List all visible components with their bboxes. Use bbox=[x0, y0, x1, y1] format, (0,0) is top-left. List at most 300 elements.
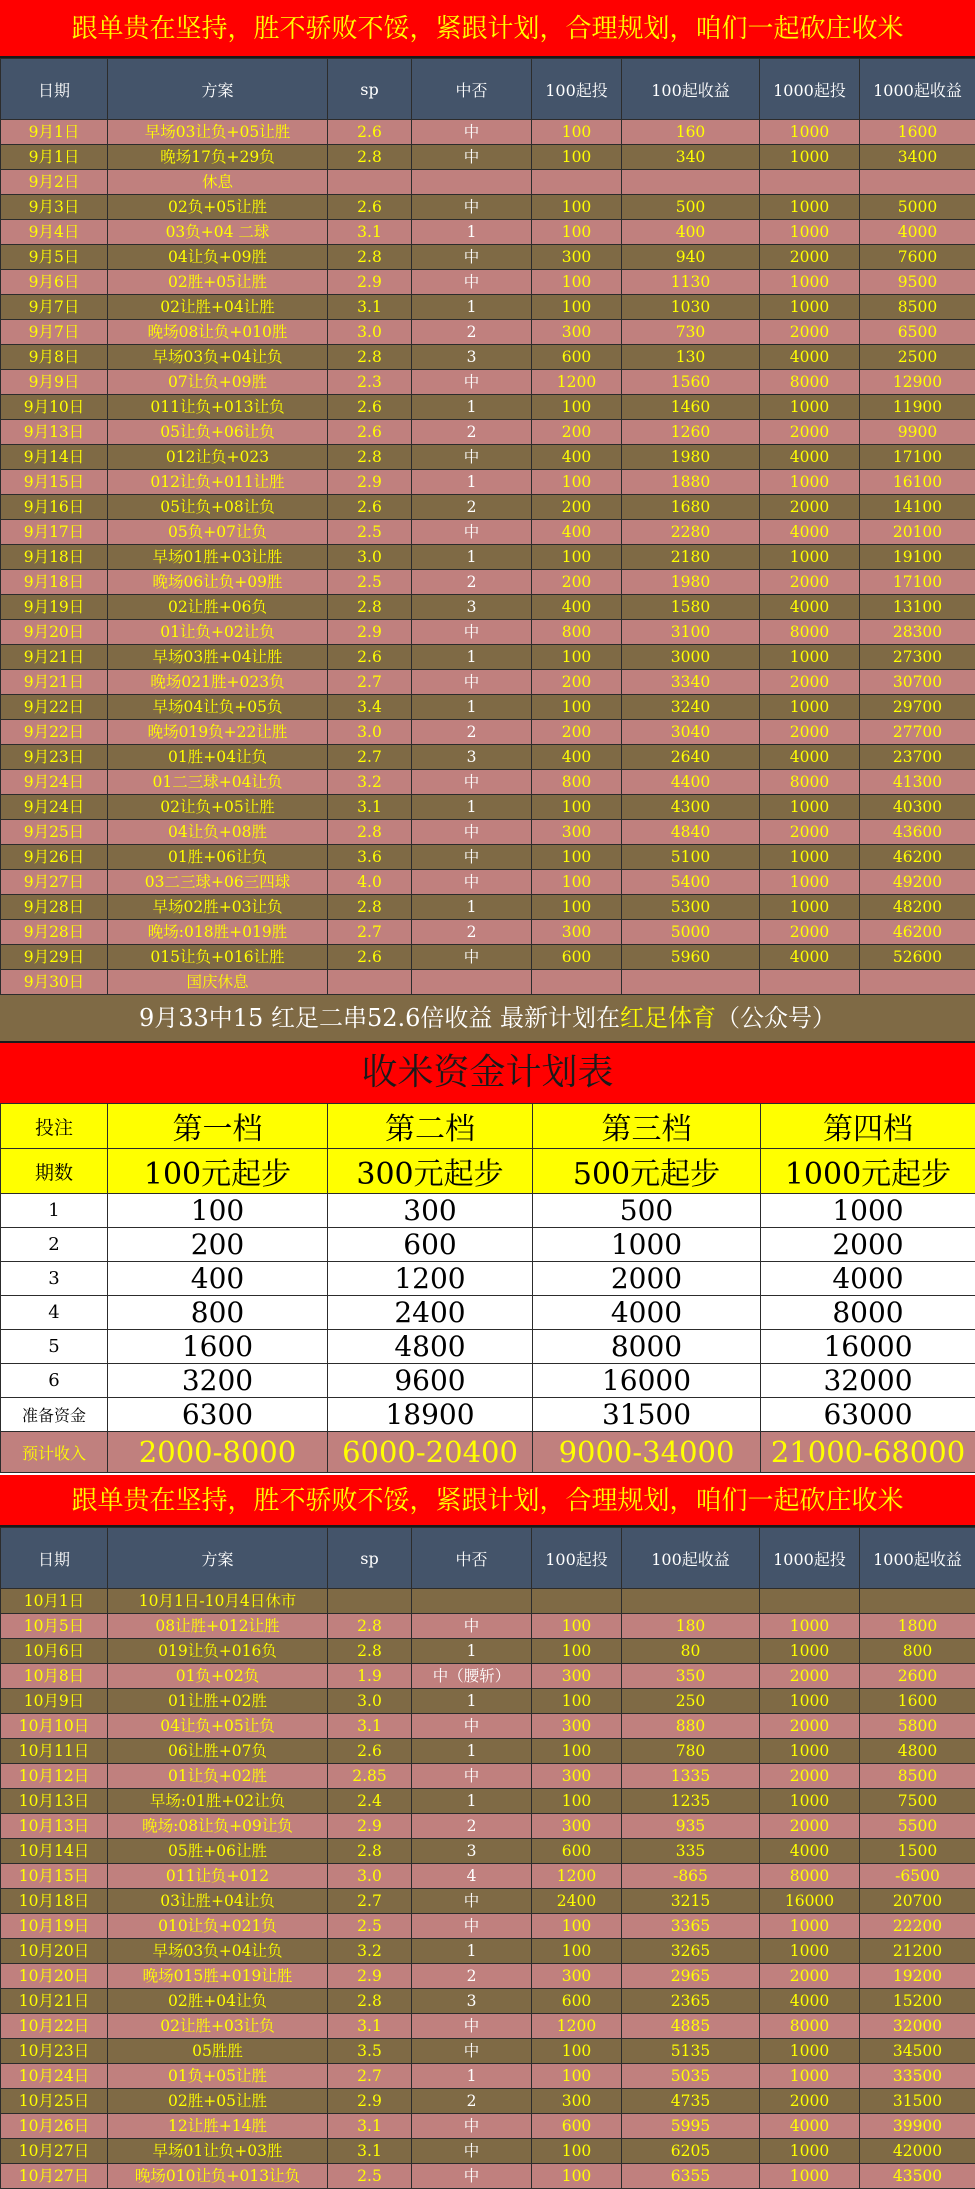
profit-1000-cell: 4800 bbox=[860, 1739, 975, 1764]
profit-100-cell: 4300 bbox=[622, 795, 760, 820]
result-cell: 1 bbox=[412, 645, 532, 670]
date-cell: 9月4日 bbox=[1, 220, 108, 245]
result-cell: 3 bbox=[412, 1839, 532, 1864]
plan-cell: 011让负+013让负 bbox=[108, 395, 328, 420]
stake-100-cell: 600 bbox=[532, 1989, 622, 2014]
income-range: 2000-8000 bbox=[108, 1432, 328, 1473]
stake-amount: 9600 bbox=[328, 1364, 533, 1398]
date-cell: 9月2日 bbox=[1, 170, 108, 195]
stake-1000-cell: 1000 bbox=[760, 470, 860, 495]
date-cell: 9月21日 bbox=[1, 670, 108, 695]
profit-100-cell: 5400 bbox=[622, 870, 760, 895]
result-cell: 2 bbox=[412, 320, 532, 345]
profit-100-cell bbox=[622, 970, 760, 995]
table-row bbox=[1, 895, 975, 920]
plan-cell: 03负+04 二球 bbox=[108, 220, 328, 245]
reserve-label: 准备资金 bbox=[1, 1398, 108, 1432]
profit-1000-cell: 7500 bbox=[860, 1789, 975, 1814]
header-stake-100: 100起投 bbox=[532, 59, 622, 120]
profit-1000-cell: 1600 bbox=[860, 1689, 975, 1714]
profit-100-cell: 160 bbox=[622, 120, 760, 145]
sp-cell: 2.8 bbox=[328, 1614, 412, 1639]
sp-cell: 2.85 bbox=[328, 1764, 412, 1789]
table-row bbox=[1, 570, 975, 595]
table-row bbox=[1, 370, 975, 395]
plan-cell: 早场01胜+03让胜 bbox=[108, 545, 328, 570]
stake-100-cell: 100 bbox=[532, 1614, 622, 1639]
tier-heading: 第三档 bbox=[533, 1104, 761, 1149]
table-row bbox=[1, 2064, 975, 2089]
date-cell: 10月9日 bbox=[1, 1689, 108, 1714]
stake-1000-cell: 1000 bbox=[760, 1789, 860, 1814]
sp-cell: 2.9 bbox=[328, 2089, 412, 2114]
result-cell: 中 bbox=[412, 2039, 532, 2064]
profit-1000-cell: 14100 bbox=[860, 495, 975, 520]
stake-1000-cell: 2000 bbox=[760, 1764, 860, 1789]
result-cell: 2 bbox=[412, 495, 532, 520]
plan-cell: 019让负+016负 bbox=[108, 1639, 328, 1664]
result-cell: 1 bbox=[412, 695, 532, 720]
date-cell: 10月27日 bbox=[1, 2139, 108, 2164]
sp-cell: 2.3 bbox=[328, 370, 412, 395]
stake-1000-cell: 2000 bbox=[760, 1814, 860, 1839]
stake-100-cell: 100 bbox=[532, 695, 622, 720]
stake-1000-cell: 1000 bbox=[760, 2039, 860, 2064]
plan-cell: 01胜+06让负 bbox=[108, 845, 328, 870]
header-plan: 方案 bbox=[108, 1528, 328, 1589]
profit-100-cell: 335 bbox=[622, 1839, 760, 1864]
stake-amount: 2000 bbox=[761, 1228, 975, 1262]
stake-1000-cell: 8000 bbox=[760, 2014, 860, 2039]
profit-100-cell: 3040 bbox=[622, 720, 760, 745]
funding-plan-table bbox=[0, 1103, 975, 1473]
profit-1000-cell: 800 bbox=[860, 1639, 975, 1664]
profit-1000-cell: 52600 bbox=[860, 945, 975, 970]
date-cell: 10月11日 bbox=[1, 1739, 108, 1764]
profit-1000-cell: 29700 bbox=[860, 695, 975, 720]
plan-cell: 早场03让负+05让胜 bbox=[108, 120, 328, 145]
sp-cell: 3.0 bbox=[328, 1689, 412, 1714]
sp-cell: 2.8 bbox=[328, 145, 412, 170]
date-cell: 9月28日 bbox=[1, 920, 108, 945]
table-row bbox=[1, 1689, 975, 1714]
profit-1000-cell: 15200 bbox=[860, 1989, 975, 2014]
profit-1000-cell: 11900 bbox=[860, 395, 975, 420]
profit-100-cell: 880 bbox=[622, 1714, 760, 1739]
plan-cell: 早场:01胜+02让负 bbox=[108, 1789, 328, 1814]
profit-100-cell: 4885 bbox=[622, 2014, 760, 2039]
table-row bbox=[1, 1764, 975, 1789]
date-cell: 10月8日 bbox=[1, 1664, 108, 1689]
stake-amount: 500 bbox=[533, 1194, 761, 1228]
period-number: 6 bbox=[1, 1364, 108, 1398]
date-cell: 9月26日 bbox=[1, 845, 108, 870]
sp-cell: 2.8 bbox=[328, 345, 412, 370]
stake-1000-cell: 1000 bbox=[760, 1939, 860, 1964]
result-cell bbox=[412, 1589, 532, 1614]
profit-100-cell: 340 bbox=[622, 145, 760, 170]
sp-cell: 3.1 bbox=[328, 795, 412, 820]
plan-cell: 早场03胜+04让胜 bbox=[108, 645, 328, 670]
profit-1000-cell: 46200 bbox=[860, 920, 975, 945]
profit-1000-cell: 43500 bbox=[860, 2164, 975, 2189]
profit-1000-cell bbox=[860, 970, 975, 995]
sp-cell: 2.5 bbox=[328, 570, 412, 595]
profit-100-cell: 2280 bbox=[622, 520, 760, 545]
plan-cell: 02让胜+06负 bbox=[108, 595, 328, 620]
profit-1000-cell: 8500 bbox=[860, 1764, 975, 1789]
start-amount: 100元起步 bbox=[108, 1149, 328, 1194]
profit-100-cell: 3265 bbox=[622, 1939, 760, 1964]
profit-100-cell: 180 bbox=[622, 1614, 760, 1639]
income-range: 6000-20400 bbox=[328, 1432, 533, 1473]
period-number: 3 bbox=[1, 1262, 108, 1296]
sp-cell: 2.9 bbox=[328, 270, 412, 295]
plan-cell: 03让胜+04让负 bbox=[108, 1889, 328, 1914]
period-number: 4 bbox=[1, 1296, 108, 1330]
profit-1000-cell: 39900 bbox=[860, 2114, 975, 2139]
date-cell: 9月13日 bbox=[1, 420, 108, 445]
stake-amount: 100 bbox=[108, 1194, 328, 1228]
plan-cell: 02胜+05让胜 bbox=[108, 270, 328, 295]
table-row bbox=[1, 820, 975, 845]
stake-amount: 1000 bbox=[533, 1228, 761, 1262]
table-row bbox=[1, 845, 975, 870]
profit-1000-cell: 31500 bbox=[860, 2089, 975, 2114]
profit-100-cell: 5135 bbox=[622, 2039, 760, 2064]
sp-cell: 4.0 bbox=[328, 870, 412, 895]
sp-cell: 2.9 bbox=[328, 1814, 412, 1839]
stake-amount: 600 bbox=[328, 1228, 533, 1262]
sp-cell: 3.4 bbox=[328, 695, 412, 720]
stake-1000-cell: 8000 bbox=[760, 1864, 860, 1889]
table-row bbox=[1, 1964, 975, 1989]
stake-1000-cell: 1000 bbox=[760, 795, 860, 820]
sp-cell: 2.9 bbox=[328, 1964, 412, 1989]
result-cell: 2 bbox=[412, 2089, 532, 2114]
table-row bbox=[1, 1614, 975, 1639]
date-cell: 9月1日 bbox=[1, 145, 108, 170]
table-row bbox=[1, 195, 975, 220]
table-row bbox=[1, 1639, 975, 1664]
stake-1000-cell: 2000 bbox=[760, 820, 860, 845]
profit-100-cell: 5000 bbox=[622, 920, 760, 945]
result-cell: 中 bbox=[412, 2139, 532, 2164]
stake-100-cell: 100 bbox=[532, 1739, 622, 1764]
date-cell: 10月20日 bbox=[1, 1939, 108, 1964]
stake-100-cell: 1200 bbox=[532, 370, 622, 395]
stake-amount: 400 bbox=[108, 1262, 328, 1296]
plan-cell: 04让负+05让负 bbox=[108, 1714, 328, 1739]
table-row bbox=[1, 1864, 975, 1889]
result-cell: 3 bbox=[412, 595, 532, 620]
date-cell: 9月24日 bbox=[1, 770, 108, 795]
result-cell: 中 bbox=[412, 670, 532, 695]
stake-1000-cell: 16000 bbox=[760, 1889, 860, 1914]
profit-1000-cell: 2600 bbox=[860, 1664, 975, 1689]
result-cell: 1 bbox=[412, 395, 532, 420]
stake-100-cell: 100 bbox=[532, 2139, 622, 2164]
sp-cell bbox=[328, 170, 412, 195]
profit-100-cell: 5995 bbox=[622, 2114, 760, 2139]
profit-100-cell bbox=[622, 170, 760, 195]
profit-100-cell bbox=[622, 1589, 760, 1614]
table-row bbox=[1, 2164, 975, 2189]
stake-1000-cell: 2000 bbox=[760, 720, 860, 745]
profit-1000-cell: 32000 bbox=[860, 2014, 975, 2039]
stake-100-cell: 300 bbox=[532, 1664, 622, 1689]
result-cell: 中 bbox=[412, 2114, 532, 2139]
stake-amount: 200 bbox=[108, 1228, 328, 1262]
profit-100-cell: 1680 bbox=[622, 495, 760, 520]
stake-amount: 800 bbox=[108, 1296, 328, 1330]
table-row bbox=[1, 945, 975, 970]
profit-1000-cell: 33500 bbox=[860, 2064, 975, 2089]
date-cell: 9月21日 bbox=[1, 645, 108, 670]
profit-1000-cell: 5800 bbox=[860, 1714, 975, 1739]
sp-cell: 2.6 bbox=[328, 120, 412, 145]
stake-100-cell: 300 bbox=[532, 1764, 622, 1789]
profit-1000-cell: 1600 bbox=[860, 120, 975, 145]
stake-100-cell: 100 bbox=[532, 2164, 622, 2189]
result-cell: 2 bbox=[412, 1814, 532, 1839]
tier-heading: 第二档 bbox=[328, 1104, 533, 1149]
profit-1000-cell: 19200 bbox=[860, 1964, 975, 1989]
period-number: 1 bbox=[1, 1194, 108, 1228]
stake-100-cell: 100 bbox=[532, 1789, 622, 1814]
profit-1000-cell: 4000 bbox=[860, 220, 975, 245]
table-row bbox=[1, 270, 975, 295]
stake-100-cell: 200 bbox=[532, 670, 622, 695]
stake-amount: 300 bbox=[328, 1194, 533, 1228]
date-cell: 9月9日 bbox=[1, 370, 108, 395]
date-cell: 9月23日 bbox=[1, 745, 108, 770]
date-cell: 9月1日 bbox=[1, 120, 108, 145]
stake-100-cell: 100 bbox=[532, 545, 622, 570]
result-cell: 1 bbox=[412, 1639, 532, 1664]
plan-cell: 12让胜+14胜 bbox=[108, 2114, 328, 2139]
stake-1000-cell: 2000 bbox=[760, 320, 860, 345]
plan-row bbox=[1, 1149, 975, 1194]
date-cell: 9月20日 bbox=[1, 620, 108, 645]
result-cell: 中 bbox=[412, 195, 532, 220]
plan-cell: 05胜+06让胜 bbox=[108, 1839, 328, 1864]
profit-1000-cell: 12900 bbox=[860, 370, 975, 395]
stake-100-cell: 400 bbox=[532, 745, 622, 770]
stake-amount: 1000 bbox=[761, 1194, 975, 1228]
profit-100-cell: 2365 bbox=[622, 1989, 760, 2014]
profit-100-cell: 3240 bbox=[622, 695, 760, 720]
stake-1000-cell: 4000 bbox=[760, 745, 860, 770]
date-cell: 10月1日 bbox=[1, 1589, 108, 1614]
profit-1000-cell: 43600 bbox=[860, 820, 975, 845]
result-cell: 中（腰斩） bbox=[412, 1664, 532, 1689]
stake-1000-cell: 1000 bbox=[760, 145, 860, 170]
profit-100-cell: 1460 bbox=[622, 395, 760, 420]
result-cell: 中 bbox=[412, 445, 532, 470]
result-cell: 1 bbox=[412, 895, 532, 920]
date-cell: 9月27日 bbox=[1, 870, 108, 895]
table-row bbox=[1, 1589, 975, 1614]
profit-1000-cell: 34500 bbox=[860, 2039, 975, 2064]
stake-amount: 1600 bbox=[108, 1330, 328, 1364]
profit-100-cell: 1030 bbox=[622, 295, 760, 320]
profit-1000-cell: 48200 bbox=[860, 895, 975, 920]
table-header-row bbox=[1, 59, 975, 120]
table-row bbox=[1, 770, 975, 795]
profit-100-cell: 1980 bbox=[622, 570, 760, 595]
plan-cell: 01让胜+02胜 bbox=[108, 1689, 328, 1714]
table-row bbox=[1, 170, 975, 195]
table-row bbox=[1, 795, 975, 820]
table-row bbox=[1, 2089, 975, 2114]
table-row bbox=[1, 1664, 975, 1689]
plan-cell: 晚场06让负+09胜 bbox=[108, 570, 328, 595]
profit-100-cell: 4735 bbox=[622, 2089, 760, 2114]
stake-100-cell: 100 bbox=[532, 120, 622, 145]
plan-cell: 国庆休息 bbox=[108, 970, 328, 995]
tier-label: 投注 bbox=[1, 1104, 108, 1149]
date-cell: 9月7日 bbox=[1, 295, 108, 320]
sp-cell: 2.8 bbox=[328, 820, 412, 845]
start-amount: 300元起步 bbox=[328, 1149, 533, 1194]
stake-1000-cell: 1000 bbox=[760, 295, 860, 320]
stake-1000-cell bbox=[760, 970, 860, 995]
sp-cell: 3.0 bbox=[328, 320, 412, 345]
stake-100-cell: 600 bbox=[532, 1839, 622, 1864]
stake-1000-cell: 2000 bbox=[760, 570, 860, 595]
stake-100-cell: 100 bbox=[532, 195, 622, 220]
stake-1000-cell: 4000 bbox=[760, 345, 860, 370]
header-plan: 方案 bbox=[108, 59, 328, 120]
profit-1000-cell: 3400 bbox=[860, 145, 975, 170]
profit-1000-cell: 27300 bbox=[860, 645, 975, 670]
stake-100-cell: 800 bbox=[532, 770, 622, 795]
september-record-table bbox=[0, 58, 975, 995]
stake-100-cell: 300 bbox=[532, 820, 622, 845]
period-label: 期数 bbox=[1, 1149, 108, 1194]
table-row bbox=[1, 745, 975, 770]
plan-cell: 01胜+04让负 bbox=[108, 745, 328, 770]
plan-cell: 02让胜+03让负 bbox=[108, 2014, 328, 2039]
stake-1000-cell: 4000 bbox=[760, 445, 860, 470]
profit-1000-cell: 9900 bbox=[860, 420, 975, 445]
start-amount: 500元起步 bbox=[533, 1149, 761, 1194]
plan-cell: 01负+02负 bbox=[108, 1664, 328, 1689]
result-cell: 2 bbox=[412, 1964, 532, 1989]
table-row bbox=[1, 420, 975, 445]
stake-100-cell: 300 bbox=[532, 1814, 622, 1839]
result-cell: 2 bbox=[412, 920, 532, 945]
october-record-table bbox=[0, 1527, 975, 2189]
profit-1000-cell: 5500 bbox=[860, 1814, 975, 1839]
result-cell: 1 bbox=[412, 545, 532, 570]
profit-100-cell: 1335 bbox=[622, 1764, 760, 1789]
stake-100-cell: 100 bbox=[532, 870, 622, 895]
plan-cell: 012让负+023 bbox=[108, 445, 328, 470]
result-cell: 1 bbox=[412, 2064, 532, 2089]
stake-amount: 8000 bbox=[533, 1330, 761, 1364]
table-row bbox=[1, 495, 975, 520]
sp-cell: 2.8 bbox=[328, 1989, 412, 2014]
sp-cell: 2.8 bbox=[328, 1839, 412, 1864]
plan-cell: 晚场015胜+019让胜 bbox=[108, 1964, 328, 1989]
sp-cell: 2.4 bbox=[328, 1789, 412, 1814]
stake-1000-cell: 1000 bbox=[760, 545, 860, 570]
date-cell: 10月25日 bbox=[1, 2089, 108, 2114]
plan-cell: 02胜+04让负 bbox=[108, 1989, 328, 2014]
profit-100-cell: 1130 bbox=[622, 270, 760, 295]
stake-amount: 2400 bbox=[328, 1296, 533, 1330]
sp-cell: 2.6 bbox=[328, 195, 412, 220]
stake-1000-cell: 4000 bbox=[760, 595, 860, 620]
stake-100-cell: 200 bbox=[532, 495, 622, 520]
stake-1000-cell: 1000 bbox=[760, 2064, 860, 2089]
date-cell: 10月12日 bbox=[1, 1764, 108, 1789]
plan-cell: 晚场019负+22让胜 bbox=[108, 720, 328, 745]
date-cell: 10月13日 bbox=[1, 1789, 108, 1814]
profit-100-cell: 5035 bbox=[622, 2064, 760, 2089]
stake-100-cell: 100 bbox=[532, 295, 622, 320]
stake-1000-cell: 1000 bbox=[760, 1639, 860, 1664]
profit-1000-cell: 19100 bbox=[860, 545, 975, 570]
stake-1000-cell: 2000 bbox=[760, 245, 860, 270]
stake-100-cell: 100 bbox=[532, 395, 622, 420]
profit-1000-cell: 7600 bbox=[860, 245, 975, 270]
header-result: 中否 bbox=[412, 1528, 532, 1589]
stake-100-cell: 100 bbox=[532, 1914, 622, 1939]
result-cell: 1 bbox=[412, 295, 532, 320]
table-row bbox=[1, 595, 975, 620]
table-row bbox=[1, 120, 975, 145]
date-cell: 9月22日 bbox=[1, 695, 108, 720]
stake-1000-cell: 2000 bbox=[760, 1664, 860, 1689]
profit-1000-cell: 21200 bbox=[860, 1939, 975, 1964]
date-cell: 10月18日 bbox=[1, 1889, 108, 1914]
profit-1000-cell: 40300 bbox=[860, 795, 975, 820]
result-cell: 1 bbox=[412, 795, 532, 820]
date-cell: 9月7日 bbox=[1, 320, 108, 345]
header-sp: sp bbox=[328, 1528, 412, 1589]
sp-cell: 1.9 bbox=[328, 1664, 412, 1689]
sp-cell: 3.0 bbox=[328, 1864, 412, 1889]
profit-1000-cell: 2500 bbox=[860, 345, 975, 370]
stake-1000-cell: 2000 bbox=[760, 920, 860, 945]
stake-100-cell: 100 bbox=[532, 845, 622, 870]
profit-100-cell: 780 bbox=[622, 1739, 760, 1764]
stake-100-cell: 400 bbox=[532, 595, 622, 620]
result-cell: 1 bbox=[412, 1789, 532, 1814]
stake-amount: 8000 bbox=[761, 1296, 975, 1330]
result-cell: 中 bbox=[412, 270, 532, 295]
plan-cell: 02负+05让胜 bbox=[108, 195, 328, 220]
table-row bbox=[1, 345, 975, 370]
date-cell: 10月14日 bbox=[1, 1839, 108, 1864]
date-cell: 9月15日 bbox=[1, 470, 108, 495]
stake-amount: 3200 bbox=[108, 1364, 328, 1398]
stake-100-cell: 100 bbox=[532, 470, 622, 495]
stake-100-cell: 200 bbox=[532, 720, 622, 745]
date-cell: 10月23日 bbox=[1, 2039, 108, 2064]
plan-cell: 晚场021胜+023负 bbox=[108, 670, 328, 695]
stake-100-cell bbox=[532, 170, 622, 195]
plan-row bbox=[1, 1104, 975, 1149]
sp-cell: 2.6 bbox=[328, 1739, 412, 1764]
plan-row bbox=[1, 1296, 975, 1330]
stake-1000-cell: 2000 bbox=[760, 2089, 860, 2114]
profit-100-cell: 1580 bbox=[622, 595, 760, 620]
result-cell: 1 bbox=[412, 1689, 532, 1714]
